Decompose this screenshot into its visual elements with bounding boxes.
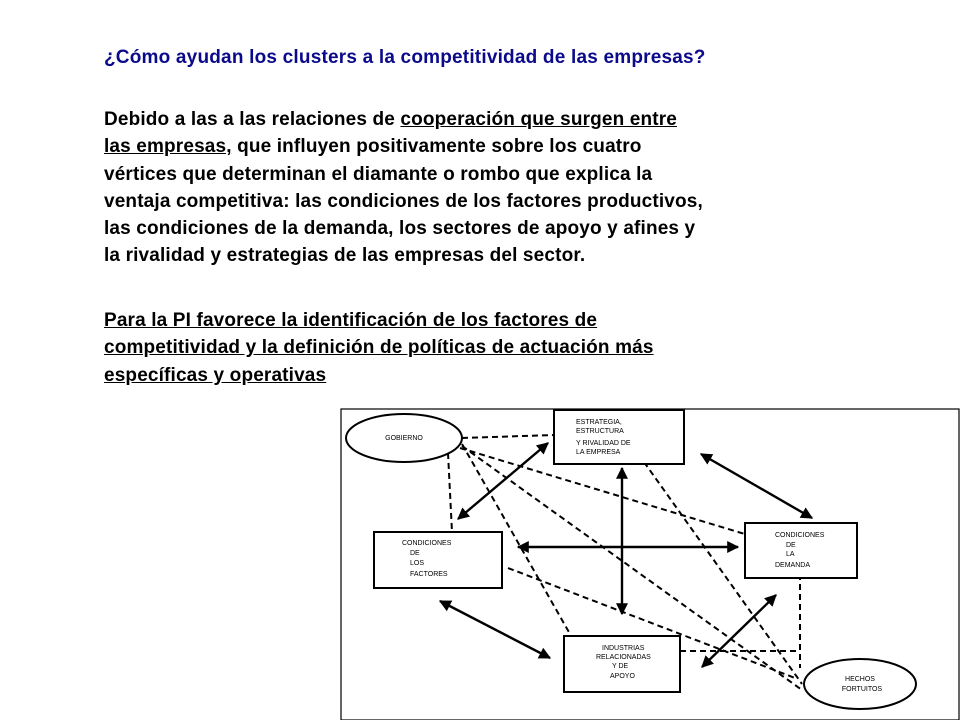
node-label: HECHOS <box>845 676 875 683</box>
node-label: FACTORES <box>410 571 448 578</box>
node-label: LA EMPRESA <box>576 449 621 456</box>
paragraph-line: la rivalidad y estrategias de las empresas del sector. <box>104 245 586 267</box>
paragraph-line <box>104 133 703 160</box>
factores-node <box>374 532 502 588</box>
paragraph-line: Para la PI favorece la identificación de los factores de <box>104 310 598 331</box>
industrias-node <box>564 636 680 692</box>
node-label: DEMANDA <box>775 562 811 569</box>
node-label: Y DE <box>612 663 629 670</box>
diagonal-arrow <box>701 454 812 518</box>
text-segment: que influyen positivamente sobre los cuatro <box>231 136 642 158</box>
underlined-text: las empresas, <box>104 136 232 158</box>
demanda-node <box>745 523 857 578</box>
paragraph-pi <box>104 307 654 389</box>
diagonal-arrow <box>458 443 548 519</box>
hechos-node <box>804 659 916 709</box>
node-label: ESTRUCTURA <box>576 428 624 435</box>
node-label: CONDICIONES <box>775 532 825 539</box>
paragraph-line: las condiciones de la demanda, los sectores de apoyo y afines y <box>104 218 696 240</box>
dashed-link <box>462 435 554 438</box>
node-label: LA <box>786 551 795 558</box>
gobierno-node <box>346 414 462 462</box>
paragraph-line: específicas y operativas <box>104 364 327 386</box>
node-label: INDUSTRIAS <box>602 645 645 652</box>
underlined-text: cooperación que surgen entre <box>400 109 678 130</box>
diagonal-arrow <box>440 601 550 658</box>
node-label: CONDICIONES <box>402 540 452 547</box>
porter-diamond-diagram <box>340 408 960 720</box>
diagonal-arrow <box>702 595 776 667</box>
diagram-svg <box>340 408 960 720</box>
node-label: DE <box>410 550 420 557</box>
node-label: APOYO <box>610 673 635 680</box>
node-label: ESTRATEGIA, <box>576 419 622 426</box>
paragraph-line: vértices que determinan el diamante o rombo que explica la <box>104 163 653 185</box>
dashed-link <box>448 453 452 532</box>
page-title: ¿Cómo ayudan los clusters a la competitividad de las empresas? <box>104 47 706 68</box>
paragraph-line: competitividad y la definición de políticas de actuación más <box>104 337 654 359</box>
node-label: GOBIERNO <box>385 435 423 442</box>
node-label: DE <box>786 542 796 549</box>
node-label: LOS <box>410 560 425 567</box>
node-label: RELACIONADAS <box>596 654 651 661</box>
paragraph-line <box>104 106 703 133</box>
node-label: Y RIVALIDAD DE <box>576 440 631 447</box>
text-segment: Debido a las a las relaciones de <box>104 109 401 130</box>
node-label: FORTUITOS <box>841 686 883 693</box>
estrategia-node <box>554 410 684 464</box>
paragraph-line: ventaja competitiva: las condiciones de los factores productivos, <box>104 190 703 212</box>
paragraph-clusters <box>104 106 703 270</box>
